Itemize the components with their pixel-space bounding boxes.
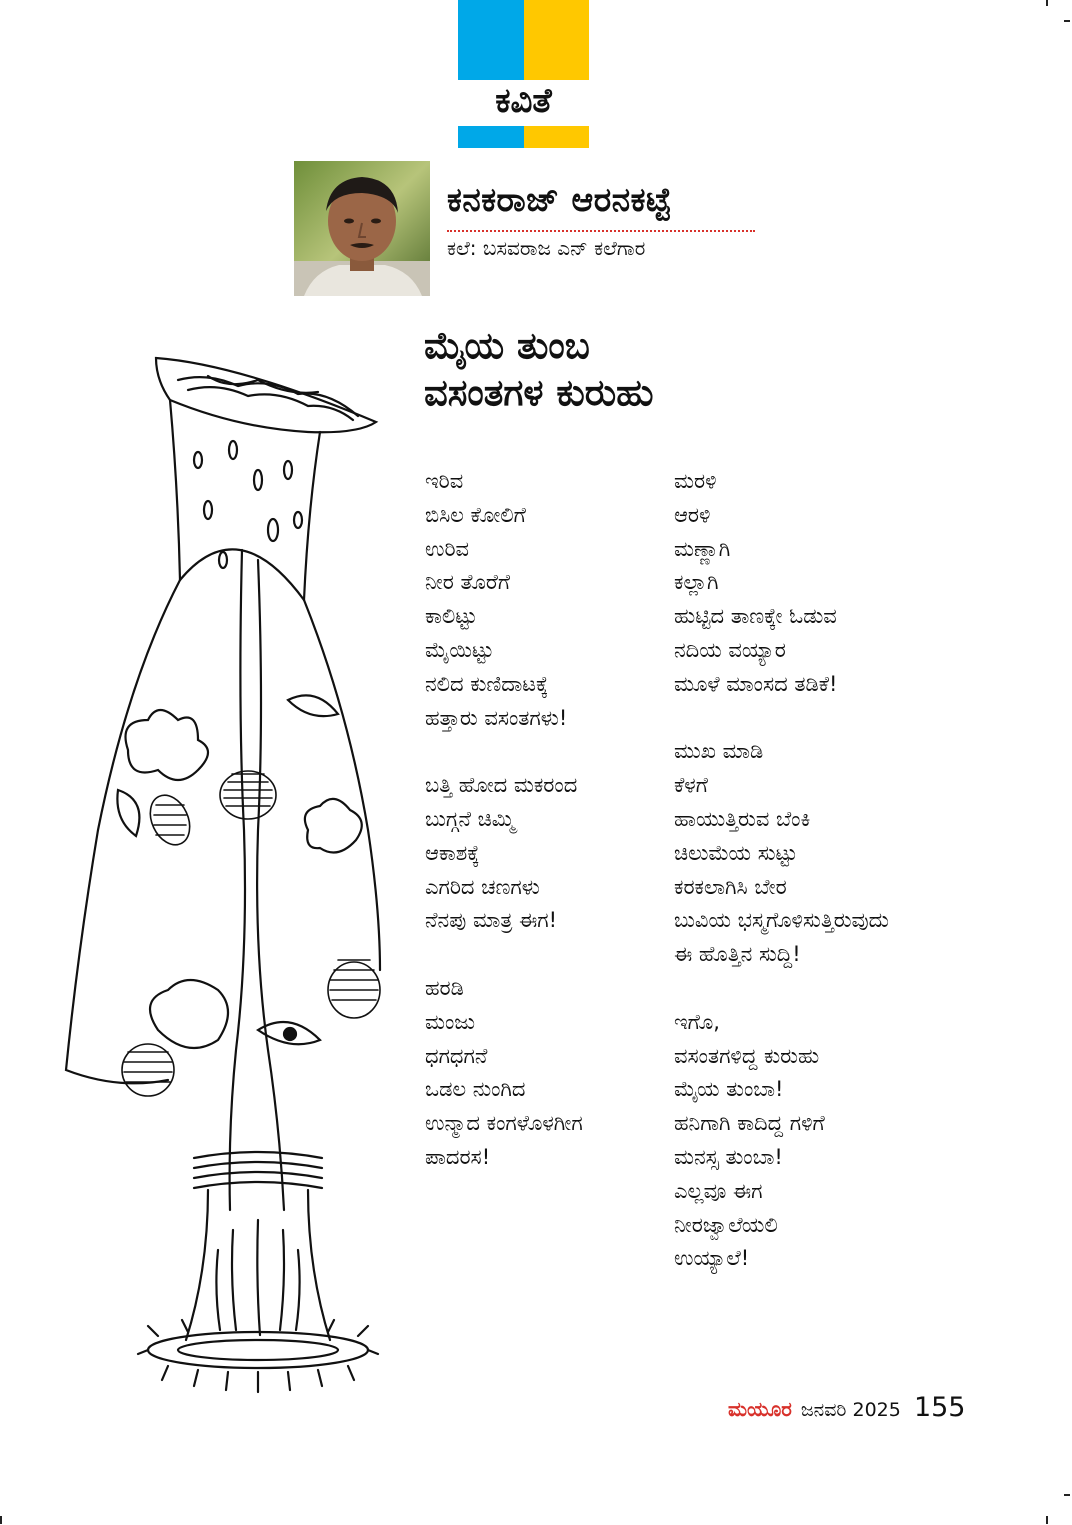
poem-line: ವಸಂತಗಳಿದ್ದ ಕುರುಹು — [674, 1043, 820, 1068]
page-footer — [728, 1392, 965, 1428]
poem-line: ಒಡಲ ನುಂಗಿದ — [425, 1077, 526, 1102]
poem-line: ಕಾಲಿಟ್ಟು — [425, 604, 478, 629]
poem-left-column — [425, 465, 583, 1175]
poem-right-column — [674, 465, 889, 1276]
poem-line: ಮರಳಿ — [674, 469, 717, 493]
tag-color-block — [524, 0, 589, 80]
author-name: ಕನಕರಾಜ್ ಆರನಕಟ್ಟೆ — [447, 180, 672, 219]
crop-mark — [1046, 1516, 1048, 1524]
section-tag — [458, 0, 589, 150]
poem-line: ಬುವಿಯ ಭಸ್ಮಗೊಳಿಸುತ್ತಿರುವುದು — [674, 908, 889, 933]
poem-line: ಮೂಳೆ ಮಾಂಸದ ತಡಿಕೆ! — [674, 671, 838, 696]
tag-color-block — [458, 0, 524, 80]
poem-line: ಎಗರಿದ ಚಣಗಳು — [425, 874, 540, 899]
title-line: ಮೈಯ ತುಂಬ — [424, 324, 590, 367]
poem-line: ನೀರ ತೊರೆಗೆ — [425, 570, 511, 595]
magazine-brand: ಮಯೂರ — [728, 1397, 792, 1421]
crop-mark — [1046, 0, 1048, 6]
title-line: ವಸಂತಗಳ ಕುರುಹು — [424, 371, 654, 414]
poem-line: ಮನಸ್ಸ ತುಂಬಾ! — [674, 1144, 783, 1169]
author-photo — [294, 161, 430, 296]
dotted-divider — [447, 230, 755, 232]
poem-line: ಮೈಯ ತುಂಬಾ! — [674, 1077, 784, 1102]
poem-line: ಹುಟ್ಟಿದ ತಾಣಕ್ಕೇ ಓಡುವ — [674, 604, 837, 629]
stanza-break — [425, 735, 583, 769]
poem-line: ಬುಗ್ಗನೆ ಚಿಮ್ಮಿ — [425, 806, 515, 831]
poem-line: ಚಿಲುಮೆಯ ಸುಟ್ಟು — [674, 840, 798, 865]
poem-title — [424, 322, 654, 416]
poem-line: ಇಗೊ, — [674, 1009, 720, 1034]
vase-illustration-icon — [58, 350, 398, 1425]
poem-line: ಮೈಯಿಟ್ಟು — [425, 637, 494, 662]
stanza-break — [674, 702, 889, 736]
poem-line: ಧಗಧಗನೆ — [425, 1043, 488, 1068]
vase-illustration — [58, 350, 398, 1425]
poem-line: ಕೆಳಗೆ — [674, 773, 708, 798]
stanza-break — [674, 972, 889, 1006]
poem-line: ನೀರಜ್ವಾಲೆಯಲಿ — [674, 1212, 778, 1237]
crop-mark — [0, 1516, 2, 1524]
section-label: ಕವಿತೆ — [495, 81, 552, 121]
poem-line: ಉಯ್ಯಾಲೆ! — [674, 1246, 750, 1271]
poem-line: ಬಿಸಿಲ ಕೋಲಿಗೆ — [425, 502, 526, 527]
poem-line: ಮಂಜು — [425, 1009, 476, 1034]
poem-line: ನೆನಪು ಮಾತ್ರ ಈಗ! — [425, 908, 558, 933]
poem-line: ಹತ್ತಾರು ವಸಂತಗಳು! — [425, 705, 568, 730]
poem-line: ಬತ್ತಿ ಹೋದ ಮಕರಂದ — [425, 773, 578, 798]
tag-color-bar — [524, 126, 589, 148]
poem-line: ಇರಿವ — [425, 469, 464, 493]
poem-line: ಉರಿವ — [425, 536, 470, 561]
poem-line: ಮುಖ ಮಾಡಿ — [674, 739, 764, 764]
poem-line: ಹಾಯುತ್ತಿರುವ ಬೆಂಕಿ — [674, 806, 811, 831]
page-number: 155 — [913, 1392, 966, 1423]
poem-line: ಹರಡಿ — [425, 975, 464, 1000]
stanza-break — [425, 938, 583, 972]
poem-line: ಹನಿಗಾಗಿ ಕಾದಿದ್ದ ಗಳಿಗೆ — [674, 1111, 825, 1136]
illustration-credit: ಕಲೆ: ಬಸವರಾಜ ಎನ್ ಕಲೆಗಾರ — [447, 236, 646, 260]
author-portrait-icon — [294, 161, 430, 296]
poem-line: ನಲಿದ ಕುಣಿದಾಟಕ್ಕೆ — [425, 671, 549, 696]
poem-line: ಮಣ್ಣಾಗಿ — [674, 536, 731, 561]
poem-line: ಉನ್ಮಾದ ಕಂಗಳೊಳಗೀಗ — [425, 1111, 583, 1136]
poem-line: ಎಲ್ಲವೂ ಈಗ — [674, 1178, 763, 1203]
poem-line: ಪಾದರಸ! — [425, 1144, 491, 1169]
poem-line: ಈ ಹೊತ್ತಿನ ಸುದ್ದಿ! — [674, 942, 801, 967]
tag-color-bar — [458, 126, 524, 148]
poem-line: ನದಿಯ ವಯ್ಯಾರ — [674, 637, 786, 662]
poem-line: ಆರಳಿ — [674, 502, 711, 527]
poem-line: ಕರಕಲಾಗಿಸಿ ಬೇರ — [674, 874, 787, 899]
crop-mark — [1064, 20, 1070, 22]
poem-line: ಆಕಾಶಕ್ಕೆ — [425, 840, 480, 865]
issue-date: ಜನವರಿ 2025 — [800, 1399, 901, 1421]
crop-mark — [1064, 1494, 1070, 1496]
poem-line: ಕಲ್ಲಾಗಿ — [674, 570, 719, 595]
